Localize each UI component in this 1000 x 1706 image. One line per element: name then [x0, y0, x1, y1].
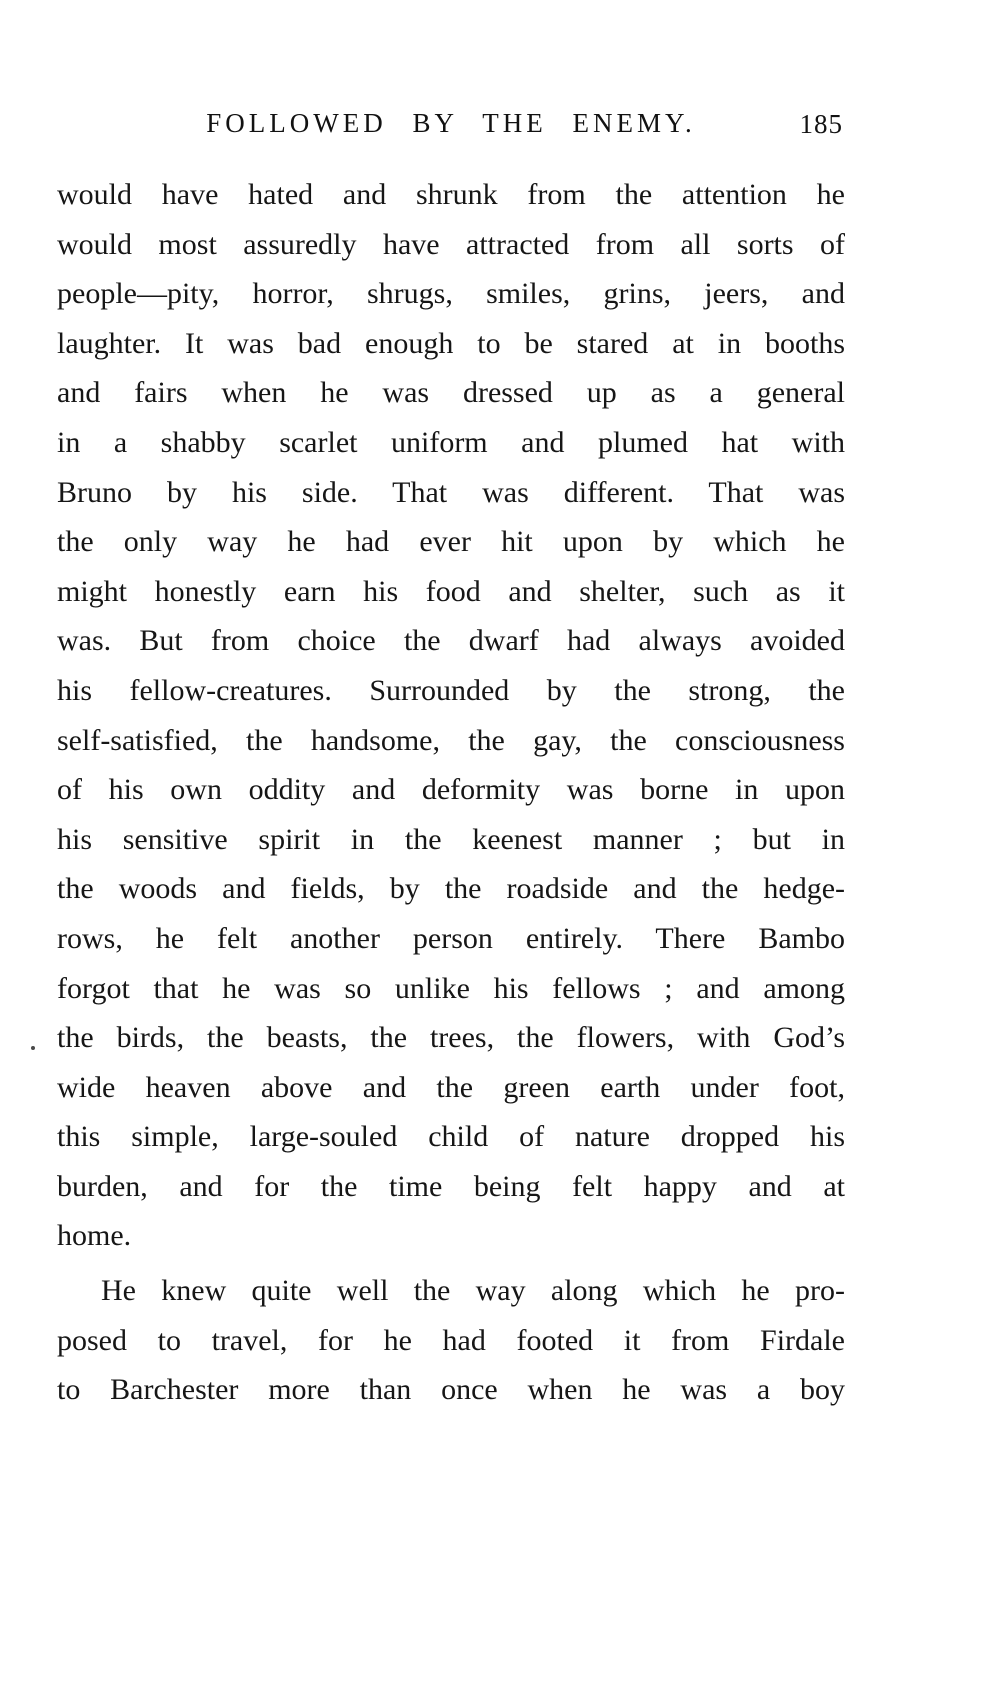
text-line: Bruno by his side. That was different. That was	[57, 475, 845, 509]
text-line: would have hated and shrunk from the attention he	[57, 178, 845, 211]
chapter-header-title: FOLLOWED BY THE ENEMY.	[206, 108, 696, 138]
text-line: to Barchester more than once when he was a boy	[57, 1373, 845, 1407]
body-text	[57, 170, 845, 1415]
text-line: He knew quite well the way along which he pro-	[101, 1274, 845, 1308]
text-line: of his own oddity and deformity was borne in upon	[57, 773, 845, 807]
text-line: burden, and for the time being felt happy and at	[57, 1169, 845, 1203]
text-line: posed to travel, for he had footed it from Firdale	[57, 1323, 845, 1357]
text-line: and fairs when he was dressed up as a general	[57, 376, 845, 410]
text-line: his sensitive spirit in the keenest manner ; but in	[57, 822, 845, 856]
text-line: the woods and fields, by the roadside and the hedge-	[57, 872, 845, 906]
text-line: forgot that he was so unlike his fellows ; and among	[57, 971, 845, 1005]
text-line: his fellow-creatures. Surrounded by the strong, the	[57, 673, 845, 707]
scan-speck	[31, 1046, 35, 1050]
text-line: would most assuredly have attracted from all sorts of	[57, 227, 845, 261]
text-line: was. But from choice the dwarf had always avoided	[57, 624, 845, 658]
page-number: 185	[799, 109, 843, 139]
paragraph	[57, 1266, 845, 1415]
text-line: people—pity, horror, shrugs, smiles, grins, jeers, and	[57, 277, 845, 311]
text-line: in a shabby scarlet uniform and plumed hat with	[57, 425, 845, 459]
text-line: this simple, large-souled child of nature dropped his	[57, 1120, 845, 1154]
text-line: the birds, the beasts, the trees, the flowers, with God’s	[57, 1021, 845, 1055]
text-line: might honestly earn his food and shelter, such as it	[57, 574, 845, 608]
text-line: rows, he felt another person entirely. There Bambo	[57, 921, 845, 955]
text-line: laughter. It was bad enough to be stared at in booths	[57, 326, 845, 360]
text-line: home.	[57, 1219, 132, 1253]
paragraph	[57, 170, 845, 1261]
running-head	[57, 108, 845, 144]
text-line: the only way he had ever hit upon by which he	[57, 525, 845, 559]
text-line: wide heaven above and the green earth under foot,	[57, 1070, 845, 1104]
text-line: self-satisfied, the handsome, the gay, the consciousness	[57, 723, 845, 757]
